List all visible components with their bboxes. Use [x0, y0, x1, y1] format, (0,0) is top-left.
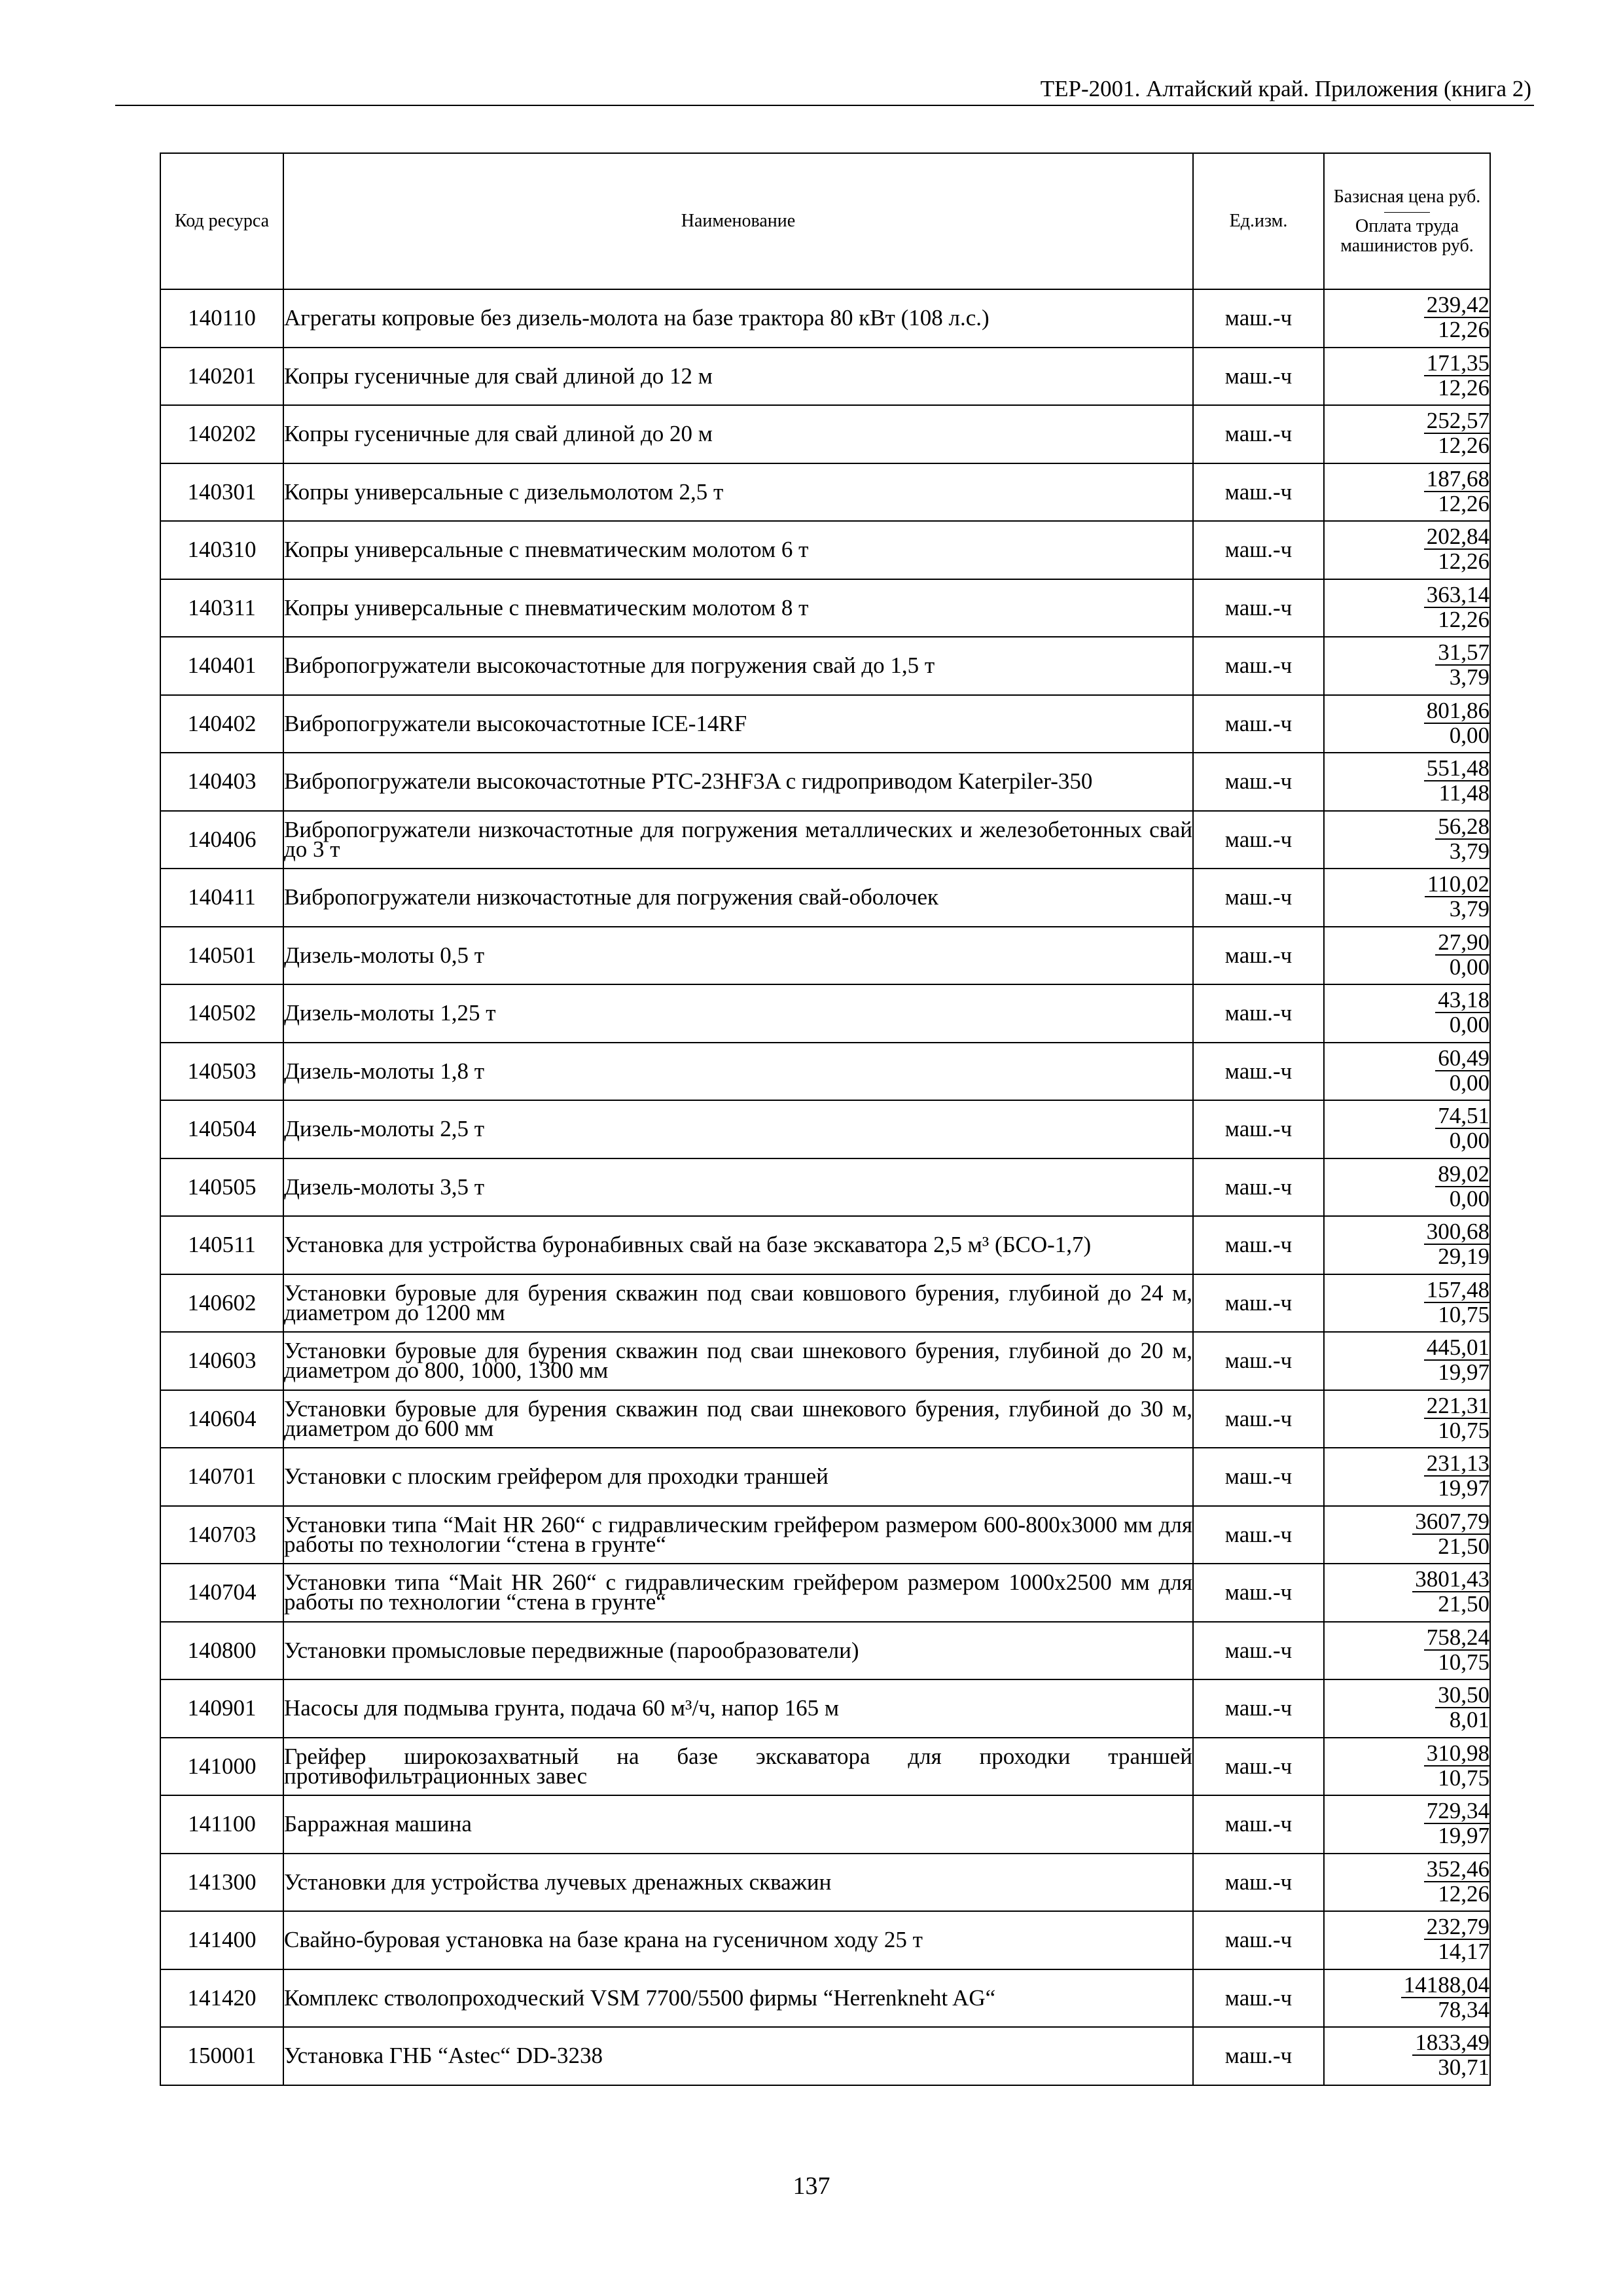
price-value: 14188,04 — [1401, 1973, 1489, 1998]
header-price-top: Базисная цена руб. — [1333, 186, 1481, 207]
wage-value: 12,26 — [1438, 317, 1489, 343]
wage-value: 19,97 — [1438, 1823, 1489, 1849]
price-fraction — [1424, 583, 1489, 632]
table-row — [160, 1506, 1490, 1564]
cell-price — [1324, 984, 1490, 1043]
cell-code: 140704 — [160, 1564, 283, 1622]
cell-price — [1324, 289, 1490, 348]
table-header-row — [160, 153, 1490, 289]
wage-value: 10,75 — [1438, 1301, 1489, 1327]
cell-price — [1324, 2027, 1490, 2085]
cell-unit: маш.-ч — [1193, 1622, 1324, 1680]
cell-price — [1324, 405, 1490, 463]
wage-value: 12,26 — [1438, 548, 1489, 575]
cell-unit: маш.-ч — [1193, 984, 1324, 1043]
cell-unit: маш.-ч — [1193, 1448, 1324, 1506]
price-fraction — [1401, 1973, 1489, 2022]
cell-name: Установки буровые для бурения скважин под сваи ковшового бурения, глубиной до 24 м, диаметром до 1200 мм — [283, 1274, 1193, 1333]
header-divider — [1384, 212, 1430, 213]
cell-name: Копры гусеничные для свай длиной до 20 м — [283, 405, 1193, 463]
cell-unit: маш.-ч — [1193, 1158, 1324, 1217]
price-value: 3801,43 — [1412, 1568, 1489, 1592]
cell-price — [1324, 1216, 1490, 1274]
wage-value: 21,50 — [1438, 1591, 1489, 1617]
cell-price — [1324, 1795, 1490, 1854]
cell-unit: маш.-ч — [1193, 1100, 1324, 1158]
price-fraction — [1424, 1278, 1489, 1327]
table-row — [160, 579, 1490, 637]
price-fraction — [1435, 815, 1489, 863]
cell-name: Установки буровые для бурения скважин под сваи шнекового бурения, глубиной до 30 м, диаметром до 600 мм — [283, 1390, 1193, 1448]
price-value: 252,57 — [1424, 409, 1489, 434]
cell-code: 141420 — [160, 1969, 283, 2028]
header-price — [1324, 153, 1490, 289]
wage-value: 12,26 — [1438, 374, 1489, 401]
cell-unit: маш.-ч — [1193, 1332, 1324, 1390]
cell-code: 140501 — [160, 927, 283, 985]
cell-price — [1324, 1564, 1490, 1622]
wage-value: 3,79 — [1449, 896, 1489, 922]
cell-code: 140901 — [160, 1679, 283, 1738]
price-fraction — [1424, 467, 1489, 516]
header-code: Код ресурса — [160, 153, 283, 289]
cell-unit: маш.-ч — [1193, 579, 1324, 637]
price-value: 31,57 — [1435, 641, 1489, 666]
table-row — [160, 1738, 1490, 1796]
cell-unit: маш.-ч — [1193, 1969, 1324, 2028]
price-value: 30,50 — [1435, 1683, 1489, 1708]
cell-price — [1324, 1679, 1490, 1738]
cell-price — [1324, 869, 1490, 927]
wage-value: 3,79 — [1449, 664, 1489, 691]
cell-code: 140703 — [160, 1506, 283, 1564]
cell-name: Установка ГНБ “Astec“ DD-3238 — [283, 2027, 1193, 2085]
cell-name: Комплекс стволопроходческий VSM 7700/5500 фирмы “Herrenkneht AG“ — [283, 1969, 1193, 2028]
cell-name: Установки типа “Mait HR 260“ с гидравлическим грейфером размером 1000х2500 мм для работы по технологии “стена в грунте“ — [283, 1564, 1193, 1622]
price-value: 27,90 — [1435, 931, 1489, 956]
cell-price — [1324, 695, 1490, 753]
cell-unit: маш.-ч — [1193, 927, 1324, 985]
wage-value: 19,97 — [1438, 1359, 1489, 1386]
price-value: 43,18 — [1435, 988, 1489, 1013]
wage-value: 12,26 — [1438, 1880, 1489, 1907]
cell-name: Дизель-молоты 2,5 т — [283, 1100, 1193, 1158]
price-fraction — [1435, 931, 1489, 979]
price-fraction — [1424, 1452, 1489, 1500]
table-row — [160, 1795, 1490, 1854]
cell-unit: маш.-ч — [1193, 1679, 1324, 1738]
price-fraction — [1424, 351, 1489, 400]
cell-name: Агрегаты копровые без дизель-молота на базе трактора 80 кВт (108 л.с.) — [283, 289, 1193, 348]
cell-price — [1324, 1043, 1490, 1101]
cell-price — [1324, 1390, 1490, 1448]
cell-name: Дизель-молоты 1,8 т — [283, 1043, 1193, 1101]
cell-unit: маш.-ч — [1193, 1216, 1324, 1274]
cell-name: Копры универсальные с пневматическим молотом 8 т — [283, 579, 1193, 637]
price-fraction — [1424, 1799, 1489, 1848]
table-row — [160, 289, 1490, 348]
table-row — [160, 1216, 1490, 1274]
price-value: 157,48 — [1424, 1278, 1489, 1303]
cell-unit: маш.-ч — [1193, 1390, 1324, 1448]
table-row — [160, 348, 1490, 406]
cell-price — [1324, 637, 1490, 695]
cell-price — [1324, 521, 1490, 579]
wage-value: 12,26 — [1438, 490, 1489, 516]
cell-code: 140603 — [160, 1332, 283, 1390]
cell-unit: маш.-ч — [1193, 1043, 1324, 1101]
cell-name: Грейфер широкозахватный на базе экскаватора для проходки траншей противофильтрационных завес — [283, 1738, 1193, 1796]
price-value: 187,68 — [1424, 467, 1489, 492]
price-fraction — [1435, 988, 1489, 1037]
cell-price — [1324, 1100, 1490, 1158]
cell-price — [1324, 579, 1490, 637]
cell-code: 140310 — [160, 521, 283, 579]
price-fraction — [1424, 409, 1489, 457]
table-row — [160, 1448, 1490, 1506]
cell-name: Насосы для подмыва грунта, подача 60 м³/ч, напор 165 м — [283, 1679, 1193, 1738]
price-value: 1833,49 — [1412, 2031, 1489, 2056]
cell-code: 140503 — [160, 1043, 283, 1101]
table-row — [160, 1274, 1490, 1333]
wage-value: 0,00 — [1449, 722, 1489, 748]
cell-code: 140800 — [160, 1622, 283, 1680]
header-unit: Ед.изм. — [1193, 153, 1324, 289]
wage-value: 29,19 — [1438, 1244, 1489, 1270]
cell-unit: маш.-ч — [1193, 1564, 1324, 1622]
cell-code: 141000 — [160, 1738, 283, 1796]
cell-code: 140311 — [160, 579, 283, 637]
price-value: 363,14 — [1424, 583, 1489, 608]
wage-value: 0,00 — [1449, 1012, 1489, 1038]
wage-value: 0,00 — [1449, 1069, 1489, 1096]
cell-name: Свайно-буровая установка на базе крана на гусеничном ходу 25 т — [283, 1911, 1193, 1969]
cell-code: 140402 — [160, 695, 283, 753]
cell-name: Вибропогружатели низкочастотные для погружения свай-оболочек — [283, 869, 1193, 927]
cell-unit: маш.-ч — [1193, 869, 1324, 927]
cell-code: 150001 — [160, 2027, 283, 2085]
cell-price — [1324, 1738, 1490, 1796]
cell-unit: маш.-ч — [1193, 289, 1324, 348]
price-value: 221,31 — [1424, 1394, 1489, 1419]
price-fraction — [1424, 525, 1489, 573]
cell-code: 140701 — [160, 1448, 283, 1506]
wage-value: 30,71 — [1438, 2054, 1489, 2081]
cell-code: 141100 — [160, 1795, 283, 1854]
table-row — [160, 695, 1490, 753]
price-value: 232,79 — [1424, 1915, 1489, 1940]
cell-name: Установки буровые для бурения скважин под сваи шнекового бурения, глубиной до 20 м, диаметром до 800, 1000, 1300 мм — [283, 1332, 1193, 1390]
price-fraction — [1435, 1047, 1489, 1095]
table-row — [160, 1043, 1490, 1101]
cell-code: 140406 — [160, 811, 283, 869]
price-fraction — [1412, 1510, 1489, 1558]
price-fraction — [1424, 1915, 1489, 1964]
table-row — [160, 1622, 1490, 1680]
price-fraction — [1435, 1162, 1489, 1211]
cell-unit: маш.-ч — [1193, 637, 1324, 695]
header-name: Наименование — [283, 153, 1193, 289]
cell-unit: маш.-ч — [1193, 811, 1324, 869]
wage-value: 0,00 — [1449, 954, 1489, 980]
table-row — [160, 2027, 1490, 2085]
price-value: 729,34 — [1424, 1799, 1489, 1824]
table-row — [160, 1158, 1490, 1217]
cell-code: 140411 — [160, 869, 283, 927]
wage-value: 10,75 — [1438, 1417, 1489, 1443]
price-value: 231,13 — [1424, 1452, 1489, 1477]
price-fraction — [1424, 1742, 1489, 1790]
price-value: 300,68 — [1424, 1220, 1489, 1245]
cell-unit: маш.-ч — [1193, 753, 1324, 811]
price-fraction — [1435, 1683, 1489, 1732]
wage-value: 0,00 — [1449, 1185, 1489, 1211]
cell-code: 140201 — [160, 348, 283, 406]
cell-code: 140511 — [160, 1216, 283, 1274]
cell-code: 140301 — [160, 463, 283, 522]
header-title: ТЕР-2001. Алтайский край. Приложения (книга 2) — [1040, 76, 1531, 101]
cell-price — [1324, 1911, 1490, 1969]
price-fraction — [1424, 1220, 1489, 1268]
cell-price — [1324, 348, 1490, 406]
table-row — [160, 811, 1490, 869]
cell-price — [1324, 1332, 1490, 1390]
price-fraction — [1425, 872, 1489, 921]
cell-price — [1324, 811, 1490, 869]
table-row — [160, 984, 1490, 1043]
cell-unit: маш.-ч — [1193, 1911, 1324, 1969]
wage-value: 12,26 — [1438, 433, 1489, 459]
table-row — [160, 463, 1490, 522]
cell-name: Установки типа “Mait HR 260“ с гидравлическим грейфером размером 600-800х3000 мм для работы по технологии “стена в грунте“ — [283, 1506, 1193, 1564]
price-value: 89,02 — [1435, 1162, 1489, 1187]
price-fraction — [1435, 641, 1489, 689]
table-row — [160, 869, 1490, 927]
cell-name: Дизель-молоты 3,5 т — [283, 1158, 1193, 1217]
wage-value: 19,97 — [1438, 1475, 1489, 1501]
table-row — [160, 521, 1490, 579]
price-value: 445,01 — [1424, 1336, 1489, 1361]
wage-value: 11,48 — [1438, 780, 1489, 806]
price-fraction — [1424, 1857, 1489, 1906]
cell-name: Копры универсальные с дизельмолотом 2,5 т — [283, 463, 1193, 522]
cell-unit: маш.-ч — [1193, 2027, 1324, 2085]
cell-price — [1324, 1506, 1490, 1564]
cell-price — [1324, 1274, 1490, 1333]
cell-unit: маш.-ч — [1193, 348, 1324, 406]
page-number: 137 — [793, 2172, 830, 2200]
cell-code: 140401 — [160, 637, 283, 695]
wage-value: 0,00 — [1449, 1128, 1489, 1154]
cell-name: Установки промысловые передвижные (парообразователи) — [283, 1622, 1193, 1680]
resource-table — [160, 152, 1491, 2086]
cell-unit: маш.-ч — [1193, 463, 1324, 522]
price-fraction — [1424, 1626, 1489, 1674]
cell-name: Вибропогружатели высокочастотные для погружения свай до 1,5 т — [283, 637, 1193, 695]
cell-price — [1324, 1158, 1490, 1217]
cell-name: Установки для устройства лучевых дренажных скважин — [283, 1854, 1193, 1912]
cell-price — [1324, 1854, 1490, 1912]
price-value: 3607,79 — [1412, 1510, 1489, 1535]
wage-value: 14,17 — [1438, 1939, 1489, 1965]
table-row — [160, 1969, 1490, 2028]
price-fraction — [1424, 1394, 1489, 1443]
running-header — [115, 71, 1534, 106]
price-fraction — [1424, 757, 1489, 805]
table-row — [160, 1679, 1490, 1738]
cell-price — [1324, 1969, 1490, 2028]
cell-code: 140403 — [160, 753, 283, 811]
header-price-bottom: Оплата труда машинистов руб. — [1340, 215, 1474, 256]
price-value: 171,35 — [1424, 351, 1489, 376]
cell-code: 140110 — [160, 289, 283, 348]
cell-unit: маш.-ч — [1193, 1795, 1324, 1854]
cell-code: 141400 — [160, 1911, 283, 1969]
cell-price — [1324, 753, 1490, 811]
wage-value: 78,34 — [1438, 1996, 1489, 2022]
cell-price — [1324, 927, 1490, 985]
price-value: 56,28 — [1435, 815, 1489, 840]
table-row — [160, 1100, 1490, 1158]
table-row — [160, 1911, 1490, 1969]
cell-name: Дизель-молоты 0,5 т — [283, 927, 1193, 985]
wage-value: 21,50 — [1438, 1533, 1489, 1559]
price-fraction — [1412, 1568, 1489, 1616]
price-value: 551,48 — [1424, 757, 1489, 781]
cell-name: Вибропогружатели низкочастотные для погружения металлических и железобетонных свай до 3 т — [283, 811, 1193, 869]
cell-name: Установки с плоским грейфером для проходки траншей — [283, 1448, 1193, 1506]
price-fraction — [1412, 2031, 1489, 2079]
cell-name: Установка для устройства буронабивных свай на базе экскаватора 2,5 м³ (БСО-1,7) — [283, 1216, 1193, 1274]
price-value: 352,46 — [1424, 1857, 1489, 1882]
cell-name: Копры универсальные с пневматическим молотом 6 т — [283, 521, 1193, 579]
price-value: 202,84 — [1424, 525, 1489, 550]
cell-code: 141300 — [160, 1854, 283, 1912]
cell-code: 140602 — [160, 1274, 283, 1333]
wage-value: 10,75 — [1438, 1649, 1489, 1675]
cell-code: 140604 — [160, 1390, 283, 1448]
wage-value: 8,01 — [1449, 1707, 1489, 1733]
cell-unit: маш.-ч — [1193, 1738, 1324, 1796]
price-value: 110,02 — [1425, 872, 1489, 897]
cell-code: 140505 — [160, 1158, 283, 1217]
cell-unit: маш.-ч — [1193, 405, 1324, 463]
price-fraction — [1435, 1104, 1489, 1153]
table-row — [160, 1332, 1490, 1390]
cell-name: Барражная машина — [283, 1795, 1193, 1854]
cell-price — [1324, 1448, 1490, 1506]
cell-code: 140504 — [160, 1100, 283, 1158]
cell-price — [1324, 463, 1490, 522]
table-row — [160, 1564, 1490, 1622]
cell-unit: маш.-ч — [1193, 1274, 1324, 1333]
price-value: 801,86 — [1424, 699, 1489, 724]
wage-value: 3,79 — [1449, 838, 1489, 864]
cell-code: 140202 — [160, 405, 283, 463]
cell-name: Копры гусеничные для свай длиной до 12 м — [283, 348, 1193, 406]
cell-code: 140502 — [160, 984, 283, 1043]
price-value: 239,42 — [1424, 293, 1489, 318]
cell-name: Вибропогружатели высокочастотные ICE-14RF — [283, 695, 1193, 753]
cell-unit: маш.-ч — [1193, 521, 1324, 579]
table-row — [160, 637, 1490, 695]
price-value: 310,98 — [1424, 1742, 1489, 1767]
cell-name: Дизель-молоты 1,25 т — [283, 984, 1193, 1043]
cell-unit: маш.-ч — [1193, 1506, 1324, 1564]
cell-price — [1324, 1622, 1490, 1680]
price-value: 74,51 — [1435, 1104, 1489, 1129]
table-row — [160, 405, 1490, 463]
price-fraction — [1424, 293, 1489, 342]
wage-value: 12,26 — [1438, 606, 1489, 632]
table-row — [160, 1390, 1490, 1448]
price-fraction — [1424, 1336, 1489, 1384]
price-value: 758,24 — [1424, 1626, 1489, 1651]
table-row — [160, 927, 1490, 985]
table-row — [160, 1854, 1490, 1912]
cell-name: Вибропогружатели высокочастотные PTC-23HF3A с гидроприводом Katerpiler-350 — [283, 753, 1193, 811]
wage-value: 10,75 — [1438, 1765, 1489, 1791]
table-row — [160, 753, 1490, 811]
cell-unit: маш.-ч — [1193, 1854, 1324, 1912]
price-fraction — [1424, 699, 1489, 747]
cell-unit: маш.-ч — [1193, 695, 1324, 753]
price-value: 60,49 — [1435, 1047, 1489, 1071]
